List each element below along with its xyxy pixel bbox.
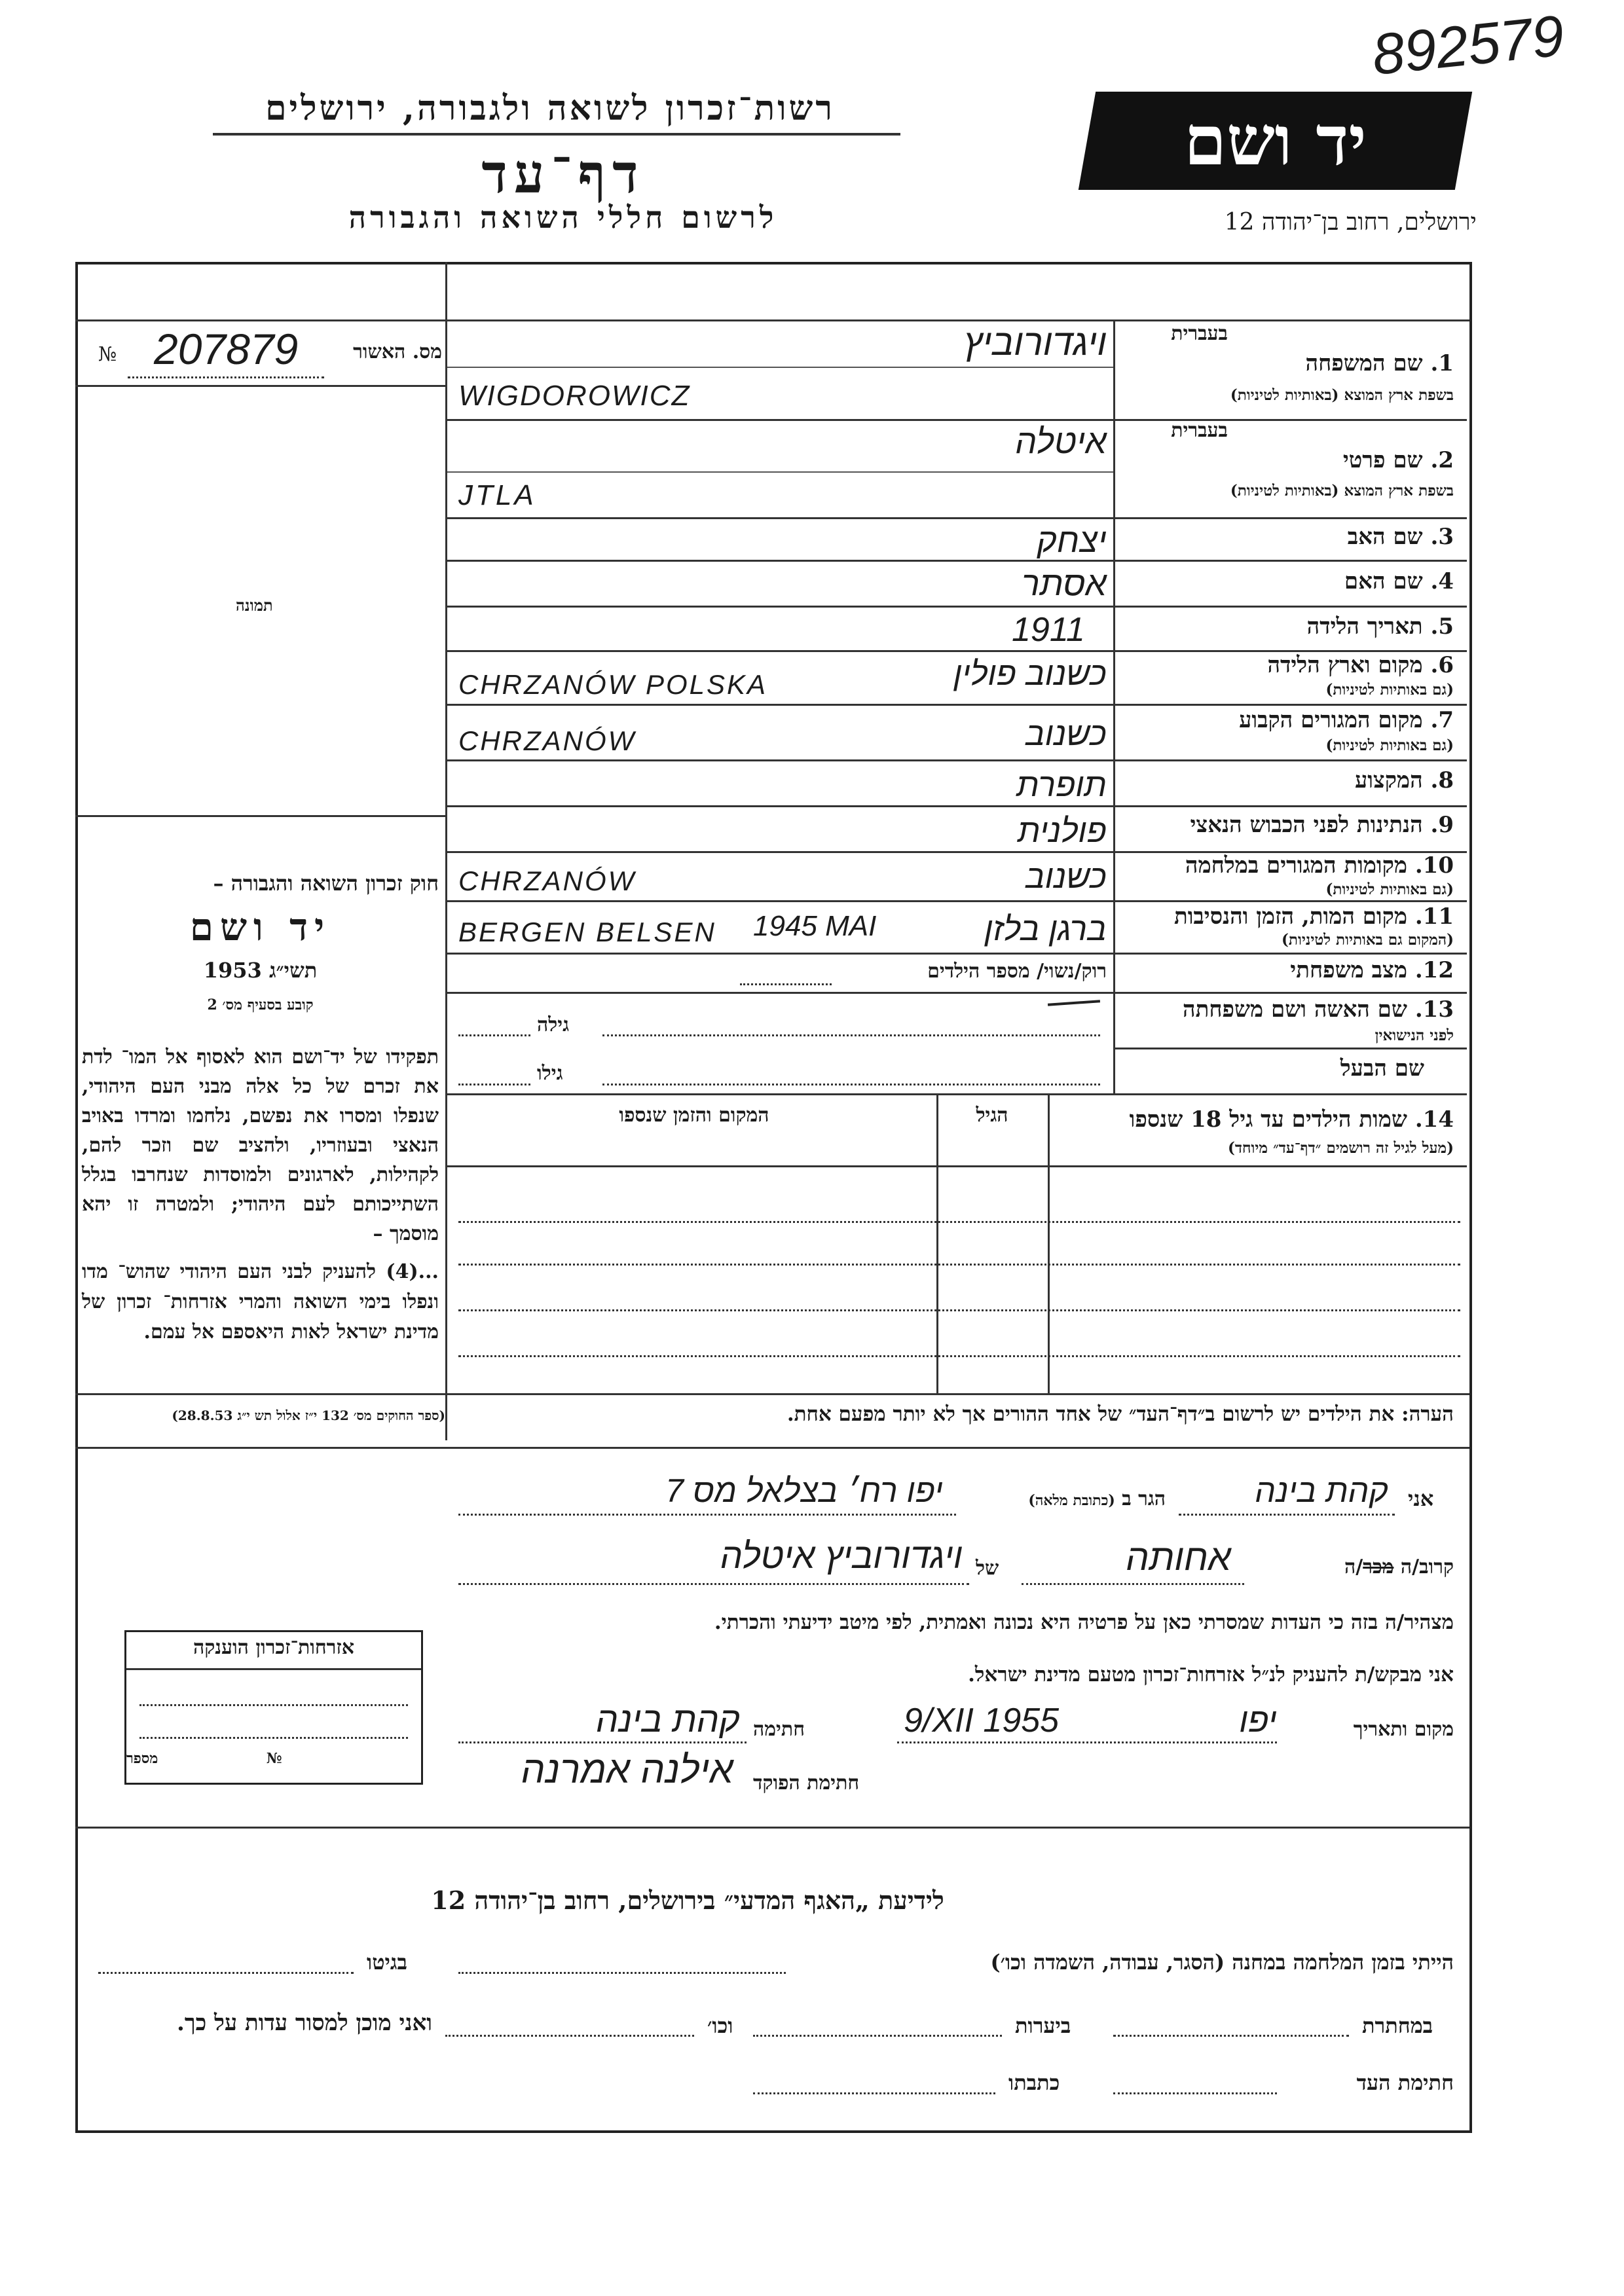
note-top-line bbox=[75, 1393, 1469, 1395]
declarant-signature: קהת בינה bbox=[596, 1700, 740, 1740]
occupation: תופרת bbox=[1016, 767, 1107, 803]
death-place-latin: BERGEN BELSEN bbox=[458, 917, 716, 947]
residence-latin: CHRZANÓW bbox=[458, 725, 637, 756]
family-name-hebrew: ויגדורוביץ bbox=[964, 321, 1107, 363]
declarant-line bbox=[1179, 1514, 1395, 1516]
field-13-label: 13. שם האשה ושם משפחתה bbox=[1183, 996, 1454, 1023]
date-line bbox=[897, 1741, 1277, 1743]
field-8-label: 8. המקצוע bbox=[1354, 767, 1454, 793]
law-citation: (ספר החוקים מס׳ 132 י״ז אלול תש י״ג 28.8.53) bbox=[172, 1408, 445, 1423]
children-line-4 bbox=[458, 1355, 1460, 1357]
children-line-1 bbox=[458, 1221, 1460, 1223]
field-6-label: 6. מקום וארץ הלידה bbox=[1267, 652, 1454, 678]
field-6-sub: (גם באותיות לטיניות) bbox=[1325, 681, 1454, 699]
address-line bbox=[458, 1514, 956, 1516]
field-1-label: 1. שם המשפחה bbox=[1305, 350, 1454, 376]
footer-willing: ואני מוכן למסור עדות על כך. bbox=[177, 2010, 432, 2036]
wife-age-line bbox=[458, 1034, 530, 1036]
field-10-sub: (גם באותיות לטיניות) bbox=[1325, 881, 1454, 898]
row1-mid-line bbox=[447, 367, 1113, 368]
row13-bottom bbox=[447, 1093, 1467, 1095]
field-12-label: 12. מצב משפחתי bbox=[1290, 957, 1454, 983]
husband-age-line bbox=[458, 1084, 530, 1085]
law-paragraph-1: תפקידו של יד־ושם הוא לאסוף אל המו־ לדת את זכרם של כל אלה מבני העם היהודי, שנפלו ומסרו את נפשם, נלחמו ומרדו באויב הנאצי ובעוזריו, ולהציב שם וזכר להם, לקהילות, לארגונים ולמוסדות שנחרבו בגלל השתייכותם לעם היהודי; ולמטרה זו יהא מוסמך – bbox=[82, 1046, 439, 1245]
children-header-bottom bbox=[447, 1165, 1467, 1167]
husband-name-line bbox=[602, 1084, 1100, 1085]
footer-witness-signature: חתימת העד bbox=[1356, 2070, 1454, 2095]
form-subtitle: לרשום חללי השואה והגבורה bbox=[348, 200, 778, 235]
statement-2: אני מבקש/ת להעניק לנ״ל אזרחות־זכרון מטעם מדינת ישראל. bbox=[968, 1663, 1454, 1686]
form-title: דף־עד bbox=[481, 143, 645, 206]
children-col-age-left bbox=[936, 1093, 938, 1394]
citizenship-box bbox=[124, 1630, 423, 1785]
husband-label: שם הבעל bbox=[1340, 1055, 1424, 1082]
law-name: יד ושם bbox=[189, 905, 331, 949]
children-note: הערה: את הילדים יש לרשום ב״דף־העד״ של אחד ההורים אך לא יותר מפעם אחת. bbox=[786, 1402, 1454, 1426]
children-line-2 bbox=[458, 1264, 1460, 1266]
field-1-sub: בשפת ארץ המוצא (באותיות לטיניות) bbox=[1230, 386, 1454, 404]
header-address: ירושלים, רחוב בן־יהודה 12 bbox=[1224, 209, 1477, 236]
signature-label: חתימה bbox=[753, 1718, 805, 1741]
row13-mid bbox=[1113, 1048, 1467, 1049]
officer-signature: אילנה אמרנה bbox=[521, 1749, 733, 1791]
row4-bottom bbox=[447, 606, 1467, 608]
law-section: קובע בסעיף מס׳ 2 bbox=[207, 996, 314, 1013]
row6-bottom bbox=[447, 704, 1467, 706]
first-name-latin: JTLA bbox=[458, 479, 536, 511]
photo-divider bbox=[75, 815, 447, 817]
children-sub: (מעל לגיל זה רושמים ״דף־עד״ מיוחד) bbox=[1227, 1139, 1454, 1157]
footer-etc: וכו׳ bbox=[707, 2013, 733, 2038]
birthplace-hebrew: כשנוב פולין bbox=[953, 655, 1107, 692]
signature-line bbox=[458, 1741, 747, 1743]
field-11-sub: (המקום גם באותיות לטיניות) bbox=[1282, 931, 1454, 949]
wartime-residence-latin: CHRZANÓW bbox=[458, 866, 637, 896]
citizenship-title: אזרחות־זכרון הוענקה bbox=[193, 1636, 355, 1659]
field-7-label: 7. מקום המגורים הקבוע bbox=[1239, 707, 1454, 733]
footer-forests: ביערות bbox=[1015, 2013, 1071, 2038]
officer-label: חתימת הפוקד bbox=[753, 1772, 860, 1795]
row8-bottom bbox=[447, 805, 1467, 807]
father-name: יצחק bbox=[1037, 522, 1107, 560]
yad-vashem-logo bbox=[1079, 92, 1472, 190]
forests-line bbox=[753, 2035, 1002, 2037]
row1-bottom bbox=[447, 419, 1467, 421]
husband-age-label: גילו bbox=[537, 1062, 563, 1085]
first-name-hebrew: איטלה bbox=[1015, 423, 1107, 461]
law-title: חוק זכרון השואה והגבורה – bbox=[213, 871, 439, 896]
archive-number: 892579 bbox=[1369, 2, 1567, 88]
field-2-tag: בעברית bbox=[1171, 419, 1228, 442]
field-3-label: 3. שם האב bbox=[1347, 524, 1454, 550]
residence-hebrew: כשנוב bbox=[1025, 716, 1107, 752]
approval-divider bbox=[75, 385, 447, 387]
etc-line bbox=[445, 2035, 694, 2037]
row10-bottom bbox=[447, 900, 1467, 902]
of-name-line bbox=[458, 1583, 969, 1585]
field-9-label: 9. הנתינות לפני הכבוש הנאצי bbox=[1190, 812, 1454, 838]
children-col-age-right bbox=[1048, 1093, 1050, 1394]
relation: אחותה bbox=[1126, 1537, 1231, 1578]
underground-line bbox=[1113, 2035, 1349, 2037]
decl-of-name: ויגדורוביץ איטלה bbox=[720, 1537, 963, 1576]
citizenship: פולנית bbox=[1018, 812, 1107, 849]
birth-date: 1911 bbox=[1012, 611, 1085, 649]
row7-bottom bbox=[447, 759, 1467, 761]
marital-options: רוק/נשוי/ מספר הילדים bbox=[927, 960, 1107, 983]
wife-age-label: גילה bbox=[537, 1013, 570, 1036]
field-11-label: 11. מקום המות, הזמן והנסיבות bbox=[1173, 903, 1454, 930]
law-paragraph-2: ...(4) להעניק לבני העם היהודי שהוש־ מדו ונפלו בימי השואה והמרי אזרחות־ זכרון של מדינת ישראל לאות היאספם אל עמם. bbox=[82, 1260, 439, 1343]
statement-1: מצהיר/ה בזה כי העדות שמסרתי כאן על פרטיה היא נכונה ואמתית, לפי מיטב ידיעתי והכרתי. bbox=[714, 1611, 1454, 1634]
approval-line bbox=[128, 376, 324, 378]
footer-ghetto: בגיטו bbox=[367, 1950, 407, 1975]
decl-relative: קרוב/ה מכר/ה bbox=[1344, 1556, 1454, 1578]
citizenship-line-2 bbox=[139, 1737, 408, 1739]
declaration-date: 9/XII 1955 bbox=[904, 1702, 1060, 1740]
wartime-residence-hebrew: כשנוב bbox=[1025, 858, 1107, 895]
row2-bottom bbox=[447, 517, 1467, 519]
decl-ani: אני bbox=[1408, 1486, 1434, 1511]
field-7-sub: (גם באותיות לטיניות) bbox=[1325, 737, 1454, 754]
field-2-label: 2. שם פרטי bbox=[1342, 447, 1454, 473]
family-name-latin: WIGDOROWICZ bbox=[458, 380, 691, 412]
footer-line1: הייתי בזמן המלחמה במחנה (הסגר, עבודה, השמדה וכו׳) bbox=[990, 1950, 1454, 1975]
logo-text: יד ושם bbox=[1184, 100, 1367, 181]
camp-line bbox=[458, 1972, 786, 1974]
law-year: תשי״ג 1953 bbox=[203, 958, 318, 983]
children-line-3 bbox=[458, 1309, 1460, 1311]
field-2-sub: בשפת ארץ המוצא (באותיות לטיניות) bbox=[1230, 482, 1454, 500]
footer-top-line bbox=[75, 1827, 1469, 1829]
row2-mid-line bbox=[447, 471, 1113, 473]
decl-of: של bbox=[976, 1557, 999, 1580]
citizenship-line-1 bbox=[139, 1704, 408, 1706]
header-underline bbox=[213, 133, 900, 136]
declarant-name: קהת בינה bbox=[1255, 1472, 1388, 1509]
citizenship-title-line bbox=[126, 1668, 421, 1670]
witness-address-line bbox=[753, 2092, 995, 2094]
citizenship-number-label: № מספר bbox=[126, 1750, 282, 1767]
note-bottom-line bbox=[75, 1447, 1469, 1449]
children-col-place: המקום והזמן שנספו bbox=[619, 1104, 769, 1127]
field-1-tag: בעברית bbox=[1171, 322, 1228, 345]
row12-bottom bbox=[447, 992, 1467, 994]
wife-name-line bbox=[602, 1034, 1100, 1036]
relation-line bbox=[1022, 1583, 1244, 1585]
death-place-hebrew: ברגן בלזן bbox=[984, 911, 1107, 947]
top-band-line bbox=[75, 319, 1469, 321]
approval-no-sign: № bbox=[98, 343, 117, 366]
place-date-label: מקום ותאריך bbox=[1353, 1718, 1454, 1741]
footer-underground: במחתרת bbox=[1362, 2013, 1433, 2038]
approval-label: מס. האשור bbox=[353, 340, 442, 363]
death-date: 1945 MAI bbox=[753, 910, 877, 942]
declarant-address: יפו רח׳ בצלאל מס 7 bbox=[665, 1472, 943, 1509]
field-13-sub: לפני הנישואין bbox=[1375, 1027, 1454, 1044]
mother-name: אסתר bbox=[1022, 565, 1107, 603]
photo-label: תמונה bbox=[236, 596, 273, 615]
approval-number: 207879 bbox=[154, 325, 299, 373]
friend-struck: מכר bbox=[1363, 1556, 1394, 1578]
children-col-age: הגיל bbox=[976, 1104, 1008, 1127]
label-column-separator bbox=[1113, 321, 1115, 1093]
field-4-label: 4. שם האם bbox=[1344, 568, 1454, 594]
footer-title: לידיעת „האגף המדעי״ בירושלים, רחוב בן־יהודה 12 bbox=[431, 1886, 944, 1915]
row11-bottom bbox=[447, 953, 1467, 955]
declaration-place: יפו bbox=[1239, 1702, 1277, 1740]
decl-resident: הגר ב (כתובת מלאה) bbox=[1028, 1487, 1166, 1510]
witness-signature-line bbox=[1113, 2092, 1277, 2094]
field-10-label: 10. מקומות המגורים במלחמה bbox=[1185, 852, 1454, 879]
children-count-line bbox=[740, 983, 832, 985]
birthplace-latin: CHRZANÓW POLSKA bbox=[458, 669, 768, 700]
field-5-label: 5. תאריך הלידה bbox=[1306, 613, 1454, 640]
ghetto-line bbox=[98, 1972, 354, 1974]
children-label: 14. שמות הילדים עד גיל 18 שנספו bbox=[1129, 1106, 1454, 1133]
footer-address: כתבתו bbox=[1008, 2070, 1060, 2095]
authority-name: רשות־זכרון לשואה ולגבורה, ירושלים bbox=[265, 88, 835, 128]
